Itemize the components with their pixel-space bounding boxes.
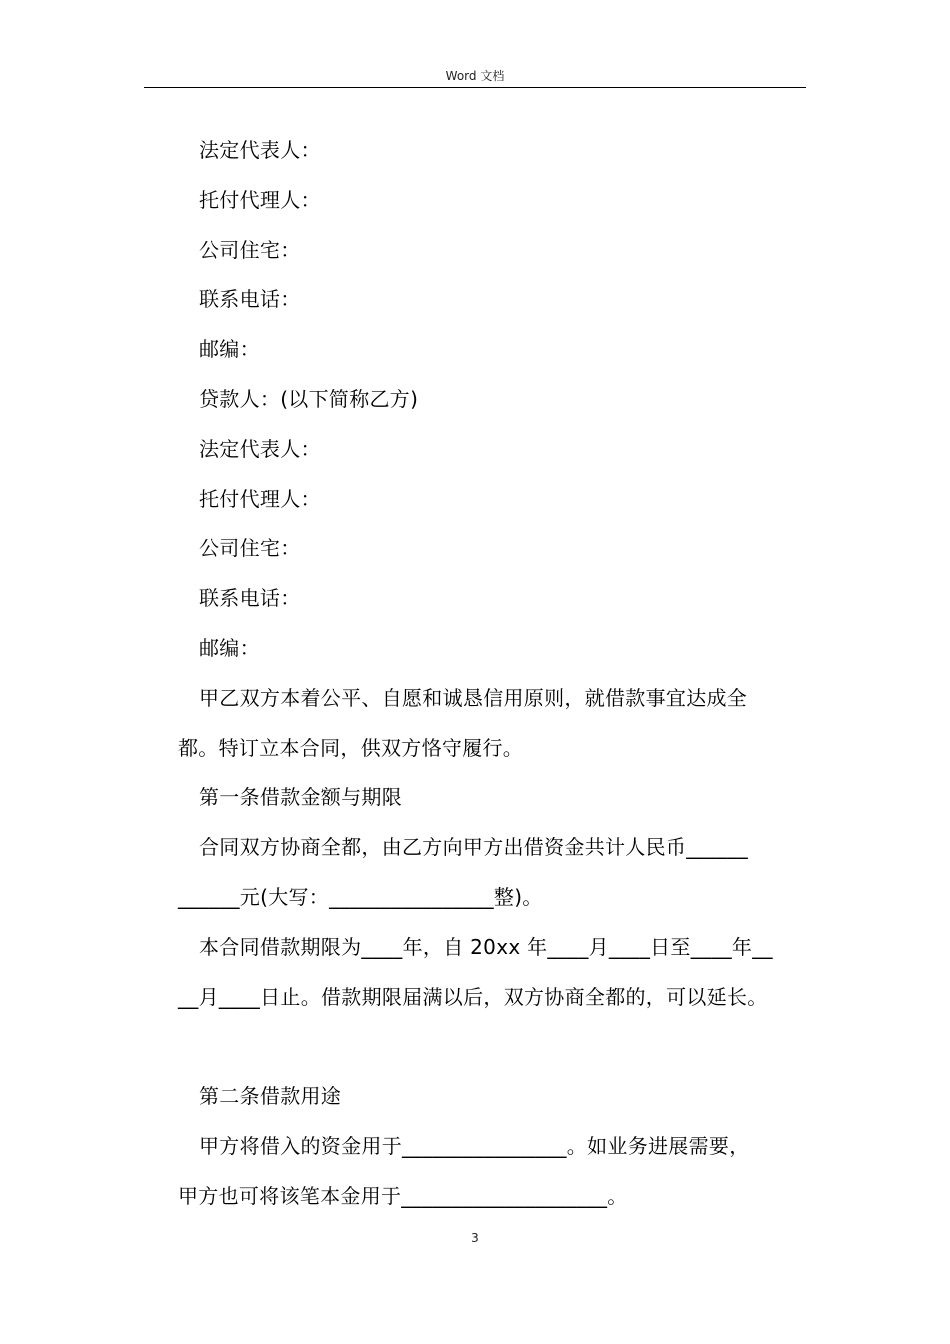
article-1-term-line-2: __月____日止。借款期限届满以后，双方协商全都的，可以延长。 bbox=[178, 984, 768, 1009]
field-authorized-agent: 托付代理人： bbox=[199, 187, 321, 212]
page-header-title: Word 文档 bbox=[445, 69, 505, 83]
article-2-heading: 第二条借款用途 bbox=[199, 1084, 342, 1109]
field-lender-phone: 联系电话： bbox=[199, 586, 301, 611]
field-company-address: 公司住宅： bbox=[199, 237, 301, 262]
article-2-purpose-line-2: 甲方也可将该笔本金用于____________________。 bbox=[178, 1183, 628, 1208]
field-lender-legal-representative: 法定代表人： bbox=[199, 436, 321, 461]
field-legal-representative: 法定代表人： bbox=[199, 138, 321, 162]
article-1-amount-line-1: 合同双方协商全都，由乙方向甲方出借资金共计人民币______ bbox=[199, 835, 748, 860]
paragraph-preamble-line-2: 都。特订立本合同，供双方恪守履行。 bbox=[178, 735, 524, 760]
field-lender: 贷款人：(以下简称乙方) bbox=[199, 386, 419, 411]
article-1-heading: 第一条借款金额与期限 bbox=[199, 785, 402, 810]
document-body bbox=[178, 130, 818, 1226]
article-1-amount-line-2: ______元(大写：________________整)。 bbox=[178, 884, 543, 909]
field-lender-company-address: 公司住宅： bbox=[199, 536, 301, 561]
blank-line bbox=[178, 1026, 818, 1076]
header-divider bbox=[144, 87, 806, 88]
article-1-term-line-1: 本合同借款期限为____年，自 20xx 年____月____日至____年__ bbox=[199, 934, 773, 959]
paragraph-preamble-line-1: 甲乙双方本着公平、自愿和诚恳信用原则，就借款事宜达成全 bbox=[199, 685, 748, 710]
field-phone: 联系电话： bbox=[199, 287, 301, 312]
field-postcode: 邮编： bbox=[199, 337, 260, 362]
page-number: 3 bbox=[471, 1231, 479, 1245]
field-lender-postcode: 邮编： bbox=[199, 635, 260, 660]
article-2-purpose-line-1: 甲方将借入的资金用于________________。如业务进展需要， bbox=[199, 1133, 750, 1158]
field-lender-authorized-agent: 托付代理人： bbox=[199, 486, 321, 511]
